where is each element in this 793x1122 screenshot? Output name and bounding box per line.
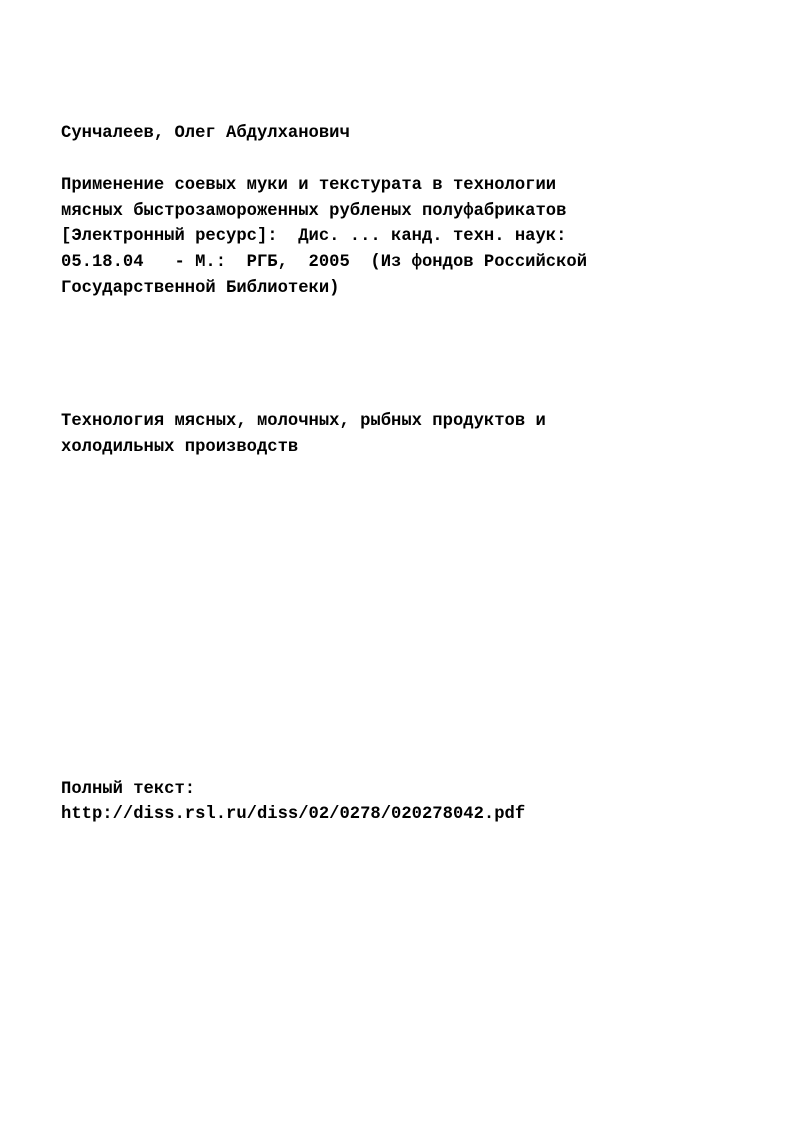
specialty-line-1: Технология мясных, молочных, рыбных продуктов и: [61, 412, 546, 431]
title-line-3: [Электронный ресурс]: Дис. ... канд. техн. наук:: [61, 227, 567, 246]
title-line-4: 05.18.04 - М.: РГБ, 2005 (Из фондов Российской: [61, 253, 588, 272]
title-line-5: Государственной Библиотеки): [61, 279, 340, 298]
fulltext-label: Полный текст:: [61, 780, 196, 799]
fulltext-url[interactable]: http://diss.rsl.ru/diss/02/0278/020278042.pdf: [61, 805, 526, 824]
specialty-line-2: холодильных производств: [61, 438, 299, 457]
title-line-2: мясных быстрозамороженных рубленых полуфабрикатов: [61, 202, 567, 221]
title-line-1: Применение соевых муки и текстурата в технологии: [61, 176, 557, 195]
author-name: Сунчалеев, Олег Абдулханович: [61, 124, 350, 143]
